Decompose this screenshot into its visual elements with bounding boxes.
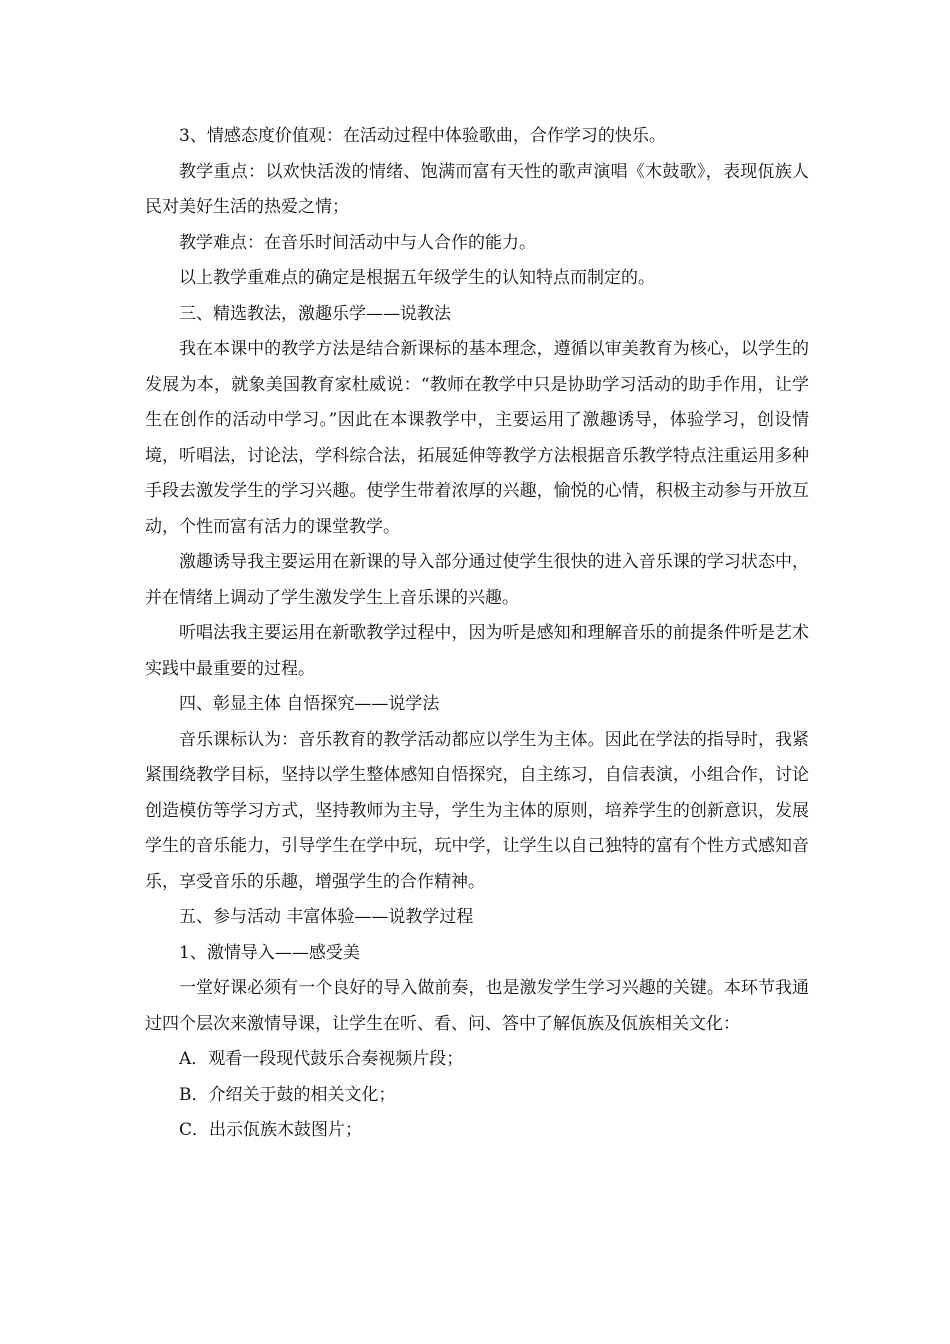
teaching-methods-paragraph: 我在本课中的教学方法是结合新课标的基本理念，遵循以审美教育为核心，以学生的发展为本，就象美国教育家杜威说：“教师在教学中只是协助学习活动的助手作用，让学生在创作的活动中学习。”因此在本课教学中，主要运用了激趣诱导，体验学习，创设情境，听唱法，讨论法，学科综合法，拓展延伸等教学方法根据音乐教学特点注重运用多种手段去激发学生的学习兴趣。使学生带着浓厚的兴趣，愉悦的心情，积极主动参与开放互动，个性而富有活力的课堂教学。 [145,339,809,537]
introduction-paragraph: 一堂好课必须有一个良好的导入做前奏，也是激发学生学习兴趣的关键。本环节我通过四个层次来激情导课，让学生在听、看、问、答中了解佤族及佤族相关文化： [145,978,809,1034]
basis-paragraph: 以上教学重难点的确定是根据五年级学生的认知特点而制定的。 [179,268,655,288]
objective-3-paragraph: 3、情感态度价值观：在活动过程中体验歌曲，合作学习的快乐。 [179,126,666,146]
subsection-1-heading: 1、激情导入——感受美 [179,942,360,963]
motivation-paragraph: 激趣诱导我主要运用在新课的导入部分通过使学生很快的进入音乐课的学习状态中，并在情绪上调动了学生激发学生上音乐课的兴趣。 [145,552,809,608]
section-5-heading: 五、参与活动 丰富体验——说教学过程 [179,907,474,927]
learning-methods-paragraph: 音乐课标认为：音乐教育的教学活动都应以学生为主体。因此在学法的指导时，我紧紧围绕教学目标，坚持以学生整体感知自悟探究，自主练习，自信表演，小组合作，讨论创造模仿等学习方式，坚持教师为主导，学生为主体的原则，培养学生的创新意识，发展学生的音乐能力，引导学生在学中玩，玩中学，让学生以自己独特的富有个性方式感知音乐，享受音乐的乐趣，增强学生的合作精神。 [145,729,809,892]
listening-singing-paragraph: 听唱法我主要运用在新歌教学过程中，因为听是感知和理解音乐的前提条件听是艺术实践中最重要的过程。 [145,623,809,679]
document-body [145,119,809,1149]
list-item-b: B．介绍关于鼓的相关文化； [179,1084,396,1105]
teaching-focus-paragraph: 教学重点：以欢快活泼的情绪、饱满而富有天性的歌声演唱《木鼓歌》，表现佤族人民对美好生活的热爱之情； [145,161,809,217]
section-3-heading: 三、精选教法，激趣乐学——说教法 [179,303,451,324]
teaching-difficulty-paragraph: 教学难点：在音乐时间活动中与人合作的能力。 [179,232,536,253]
section-4-heading: 四、彰显主体 自悟探究——说学法 [179,694,440,714]
list-item-a: A．观看一段现代鼓乐合奏视频片段； [179,1049,464,1069]
list-item-c: C．出示佤族木鼓图片； [179,1120,363,1140]
